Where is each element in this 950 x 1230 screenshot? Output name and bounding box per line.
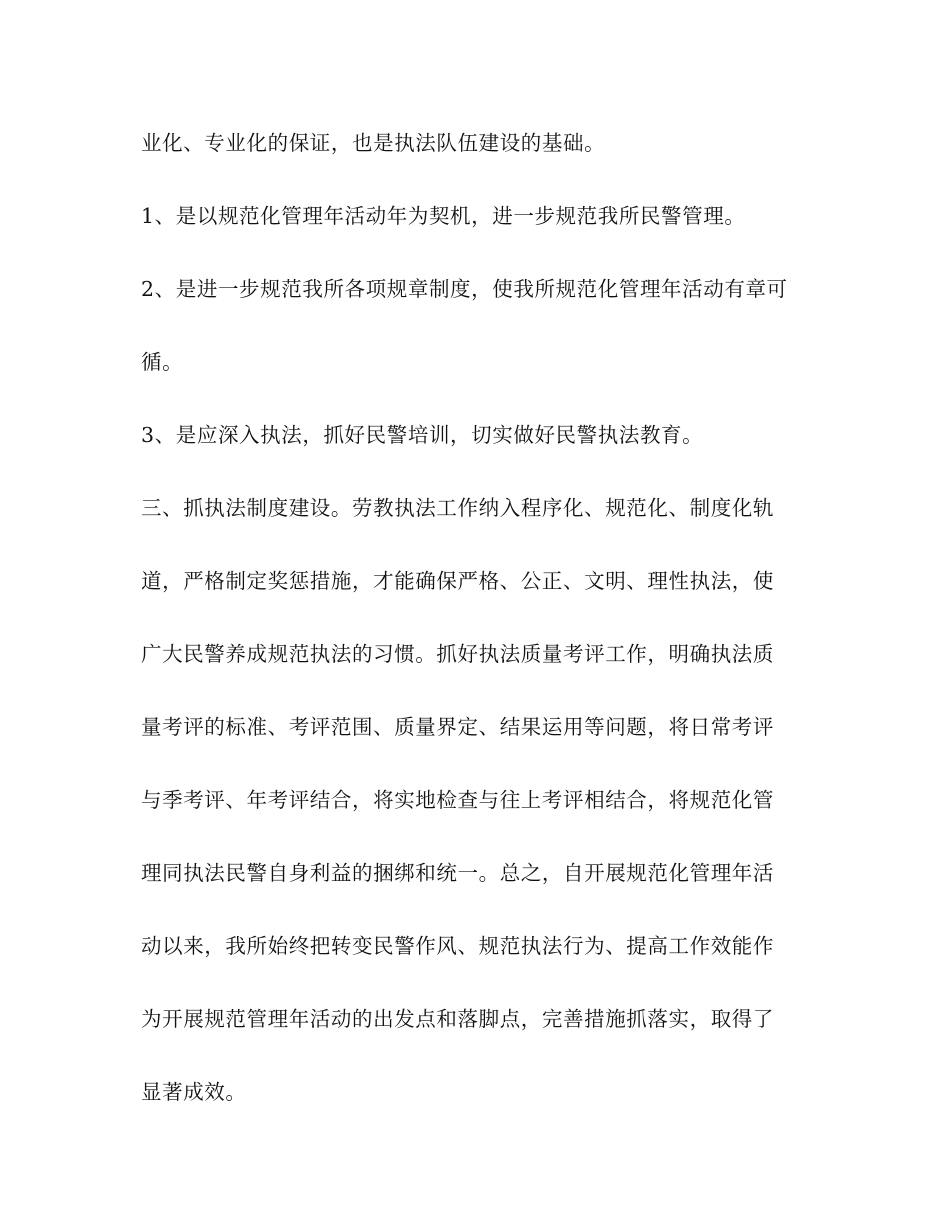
text-line: 循。 [141,350,184,374]
text-line: 量考评的标准、考评范围、质量界定、结果运用等问题，将日常考评 [141,715,774,739]
text-line: 三、抓执法制度建设。劳教执法工作纳入程序化、规范化、制度化轨 [141,496,774,520]
text-line: 理同执法民警自身利益的捆绑和统一。总之，自开展规范化管理年活 [141,861,774,885]
text-line: 显著成效。 [141,1080,247,1104]
text-line: 3、是应深入执法，抓好民警培训，切实做好民警执法教育。 [141,423,704,447]
text-line: 动以来，我所始终把转变民警作风、规范执法行为、提高工作效能作 [141,934,774,958]
text-line: 与季考评、年考评结合，将实地检查与往上考评相结合，将规范化管 [141,788,774,812]
text-line: 为开展规范管理年活动的出发点和落脚点，完善措施抓落实，取得了 [141,1007,774,1031]
text-line: 1、是以规范化管理年活动年为契机，进一步规范我所民警管理。 [141,204,746,228]
text-line: 业化、专业化的保证，也是执法队伍建设的基础。 [141,131,606,155]
text-line: 广大民警养成规范执法的习惯。抓好执法质量考评工作，明确执法质 [141,642,774,666]
text-line: 道，严格制定奖惩措施，才能确保严格、公正、文明、理性执法，使 [141,569,774,593]
text-line: 2、是进一步规范我所各项规章制度，使我所规范化管理年活动有章可 [141,277,788,301]
